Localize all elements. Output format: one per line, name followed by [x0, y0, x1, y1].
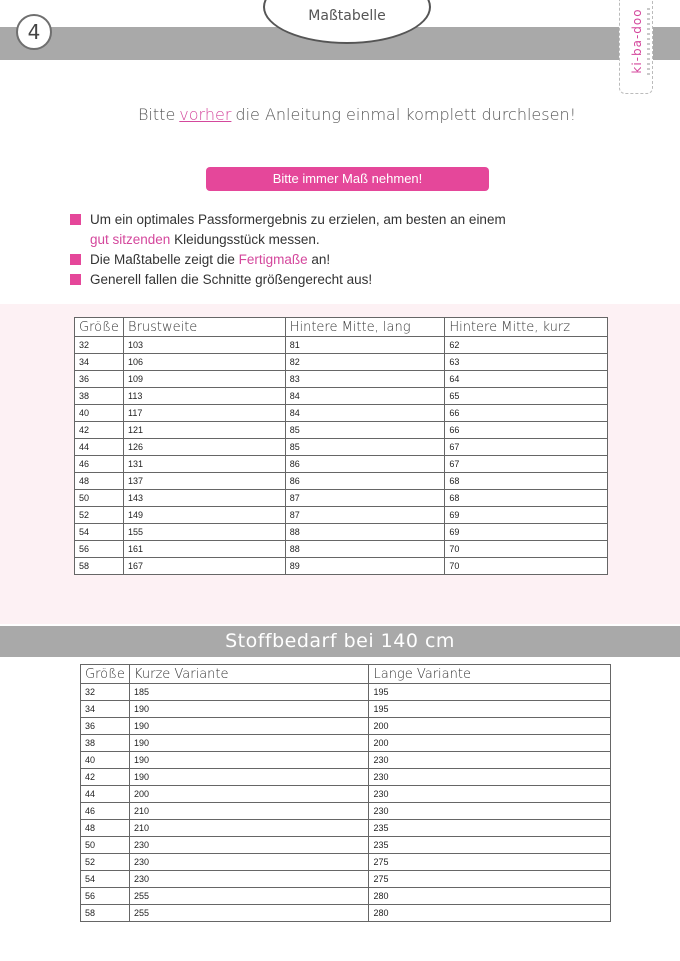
table-cell: 155 [123, 524, 285, 541]
table-cell: 230 [129, 854, 369, 871]
table-cell: 109 [123, 371, 285, 388]
page-title: Maßtabelle [308, 8, 386, 24]
table-header-cell: Größe [81, 665, 130, 684]
table-cell: 275 [369, 854, 611, 871]
table-cell: 280 [369, 905, 611, 922]
note-text: Die Maßtabelle zeigt die [90, 252, 235, 267]
table-cell: 82 [285, 354, 445, 371]
table-cell: 68 [445, 490, 608, 507]
table-cell: 200 [129, 786, 369, 803]
table-row [75, 388, 608, 405]
table-cell: 230 [129, 871, 369, 888]
table-row [75, 456, 608, 473]
intro-part2: die Anleitung einmal komplett durchlesen! [235, 105, 576, 124]
table-cell: 86 [285, 473, 445, 490]
table-row [81, 888, 611, 905]
table-cell: 230 [369, 786, 611, 803]
table-header-cell: Hintere Mitte, lang [285, 318, 445, 337]
table-cell: 126 [123, 439, 285, 456]
table-cell: 68 [445, 473, 608, 490]
table-row [75, 354, 608, 371]
table-row [75, 405, 608, 422]
table-cell: 40 [81, 752, 130, 769]
table-cell: 121 [123, 422, 285, 439]
table-row [75, 439, 608, 456]
intro-part1: Bitte [137, 105, 176, 124]
table-cell: 36 [81, 718, 130, 735]
table-cell: 50 [81, 837, 130, 854]
table-row [75, 371, 608, 388]
table-cell: 89 [285, 558, 445, 575]
table-row [81, 752, 611, 769]
table-cell: 54 [75, 524, 124, 541]
logo-dots [647, 8, 650, 78]
table-row [81, 701, 611, 718]
table-row [75, 473, 608, 490]
bullet-square-icon [70, 274, 81, 285]
table-cell: 56 [81, 888, 130, 905]
table-header-row [81, 665, 611, 684]
table-cell: 34 [81, 701, 130, 718]
table-cell: 106 [123, 354, 285, 371]
table-row [75, 337, 608, 354]
note-text: an! [311, 252, 331, 267]
table-cell: 195 [369, 701, 611, 718]
table-cell: 255 [129, 905, 369, 922]
table-cell: 85 [285, 422, 445, 439]
table-cell: 113 [123, 388, 285, 405]
table-cell: 230 [369, 752, 611, 769]
table-cell: 42 [81, 769, 130, 786]
table-cell: 161 [123, 541, 285, 558]
bullet-square-icon [70, 214, 81, 225]
note-highlight: Fertigmaße [238, 252, 308, 267]
table-cell: 88 [285, 524, 445, 541]
table-cell: 42 [75, 422, 124, 439]
table-cell: 84 [285, 405, 445, 422]
note-item [70, 250, 630, 270]
size-table [74, 317, 608, 575]
table-cell: 190 [129, 701, 369, 718]
measure-banner: Bitte immer Maß nehmen! [206, 167, 489, 191]
table-row [81, 837, 611, 854]
table-cell: 48 [75, 473, 124, 490]
table-cell: 63 [445, 354, 608, 371]
table-cell: 210 [129, 820, 369, 837]
table-cell: 83 [285, 371, 445, 388]
table-row [81, 769, 611, 786]
table-cell: 167 [123, 558, 285, 575]
table-row [81, 684, 611, 701]
table-header-cell: Brustweite [123, 318, 285, 337]
table-cell: 275 [369, 871, 611, 888]
table-header-row [75, 318, 608, 337]
table-cell: 149 [123, 507, 285, 524]
table-cell: 70 [445, 558, 608, 575]
table-row [81, 786, 611, 803]
table-cell: 85 [285, 439, 445, 456]
intro-text [0, 105, 680, 124]
note-text: Generell fallen die Schnitte größengerecht aus! [90, 272, 373, 287]
table-cell: 230 [129, 837, 369, 854]
table-cell: 64 [445, 371, 608, 388]
table-cell: 230 [369, 803, 611, 820]
table-cell: 34 [75, 354, 124, 371]
table-cell: 143 [123, 490, 285, 507]
table-row [75, 524, 608, 541]
table-header-cell: Größe [75, 318, 124, 337]
note-text: Kleidungsstück messen. [174, 232, 320, 247]
table-row [75, 490, 608, 507]
table-cell: 185 [129, 684, 369, 701]
intro-highlight: vorher [179, 105, 232, 124]
table-cell: 58 [81, 905, 130, 922]
table-cell: 81 [285, 337, 445, 354]
table-cell: 44 [81, 786, 130, 803]
table-cell: 56 [75, 541, 124, 558]
table-cell: 50 [75, 490, 124, 507]
table-cell: 32 [81, 684, 130, 701]
table-row [81, 854, 611, 871]
table-cell: 230 [369, 769, 611, 786]
bullet-square-icon [70, 254, 81, 265]
table-cell: 66 [445, 422, 608, 439]
table-cell: 38 [75, 388, 124, 405]
table-cell: 67 [445, 456, 608, 473]
table-cell: 235 [369, 837, 611, 854]
table-cell: 38 [81, 735, 130, 752]
table-cell: 280 [369, 888, 611, 905]
note-item [70, 270, 630, 290]
table-cell: 62 [445, 337, 608, 354]
table-cell: 84 [285, 388, 445, 405]
logo-text: ki-ba-doo [630, 8, 644, 74]
table-header-cell: Hintere Mitte, kurz [445, 318, 608, 337]
table-cell: 40 [75, 405, 124, 422]
table-header-cell: Kurze Variante [129, 665, 369, 684]
table-cell: 69 [445, 524, 608, 541]
table-cell: 46 [81, 803, 130, 820]
table-cell: 86 [285, 456, 445, 473]
table-cell: 32 [75, 337, 124, 354]
table-cell: 200 [369, 735, 611, 752]
table-cell: 190 [129, 735, 369, 752]
page-number: 4 [16, 14, 52, 50]
table-row [81, 735, 611, 752]
table-cell: 200 [369, 718, 611, 735]
fabric-table [80, 664, 611, 922]
table-cell: 190 [129, 769, 369, 786]
table-cell: 190 [129, 718, 369, 735]
table-cell: 195 [369, 684, 611, 701]
table-row [81, 718, 611, 735]
table-row [75, 422, 608, 439]
table-cell: 52 [81, 854, 130, 871]
note-text: Um ein optimales Passformergebnis zu erzielen, am besten an einem [90, 212, 506, 227]
table-header-cell: Lange Variante [369, 665, 611, 684]
table-cell: 46 [75, 456, 124, 473]
table-row [81, 803, 611, 820]
table-cell: 54 [81, 871, 130, 888]
table-cell: 48 [81, 820, 130, 837]
table-row [75, 558, 608, 575]
table-row [81, 871, 611, 888]
table-cell: 87 [285, 507, 445, 524]
table-cell: 88 [285, 541, 445, 558]
table-cell: 65 [445, 388, 608, 405]
table-cell: 69 [445, 507, 608, 524]
table-cell: 66 [445, 405, 608, 422]
brand-logo [619, 0, 653, 94]
table-cell: 103 [123, 337, 285, 354]
table-cell: 255 [129, 888, 369, 905]
table-row [81, 905, 611, 922]
table-row [75, 507, 608, 524]
table-cell: 235 [369, 820, 611, 837]
table-cell: 36 [75, 371, 124, 388]
table-cell: 131 [123, 456, 285, 473]
table-row [75, 541, 608, 558]
table-cell: 70 [445, 541, 608, 558]
table-cell: 87 [285, 490, 445, 507]
table-cell: 137 [123, 473, 285, 490]
fabric-section-title: Stoffbedarf bei 140 cm [225, 630, 455, 652]
note-highlight: gut sitzenden [90, 232, 171, 247]
note-item [70, 210, 630, 250]
table-cell: 58 [75, 558, 124, 575]
table-cell: 117 [123, 405, 285, 422]
table-cell: 44 [75, 439, 124, 456]
table-cell: 190 [129, 752, 369, 769]
table-cell: 67 [445, 439, 608, 456]
table-row [81, 820, 611, 837]
table-cell: 210 [129, 803, 369, 820]
notes-list [70, 210, 630, 290]
table-cell: 52 [75, 507, 124, 524]
